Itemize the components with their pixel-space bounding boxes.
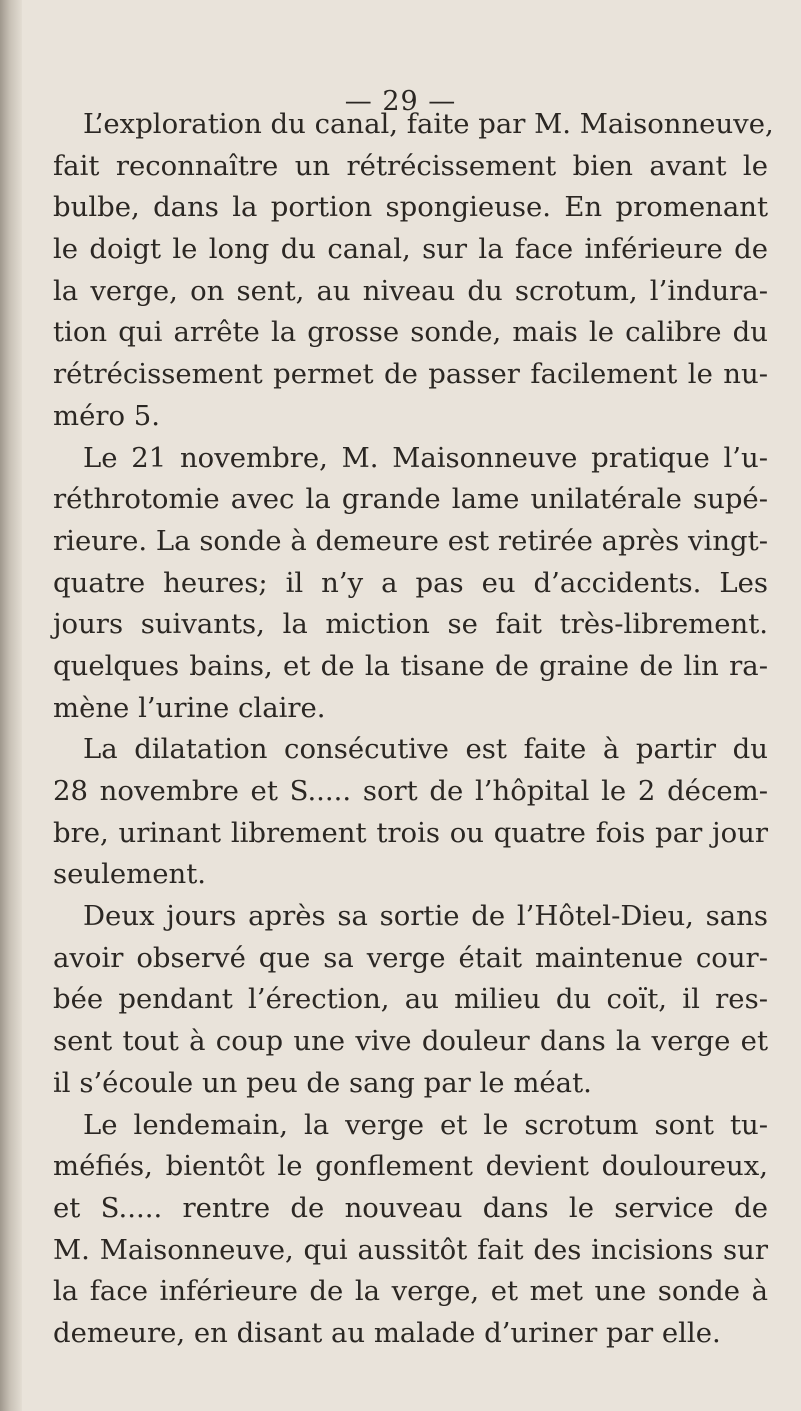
- text-line: Le 21 novembre, M. Maisonneuve pratique l’u-: [83, 441, 768, 474]
- text-line: il s’écoule un peu de sang par le méat.: [53, 1066, 592, 1099]
- text-line: sent tout à coup une vive douleur dans la verge et: [53, 1025, 768, 1058]
- text-line: la face inférieure de la verge, et met une sonde à: [53, 1275, 768, 1308]
- text-line: quelques bains, et de la tisane de graine de lin ra-: [53, 649, 768, 682]
- text-line: mène l’urine claire.: [53, 691, 326, 724]
- text-line: L’exploration du canal, faite par M. Maisonneuve,: [83, 108, 774, 140]
- text-line: bée pendant l’érection, au milieu du coït, il res-: [53, 983, 768, 1016]
- text-line: rieure. La sonde à demeure est retirée après vingt-: [53, 524, 768, 557]
- text-line: fait reconnaître un rétrécissement bien avant le: [53, 149, 768, 182]
- text-line: jours suivants, la miction se fait très-librement.: [53, 608, 768, 641]
- text-line: Deux jours après sa sortie de l’Hôtel-Dieu, sans: [83, 900, 768, 933]
- text-line: bulbe, dans la portion spongieuse. En promenant: [53, 191, 768, 224]
- page-number: — 29 —: [344, 86, 457, 117]
- text-line: La dilatation consécutive est faite à partir du: [83, 733, 768, 766]
- text-line: bre, urinant librement trois ou quatre fois par jour: [53, 816, 768, 849]
- text-line: 28 novembre et S..... sort de l’hôpital le 2 décem-: [53, 775, 768, 807]
- text-line: méfiés, bientôt le gonflement devient douloureux,: [53, 1150, 768, 1183]
- text-line: seulement.: [53, 858, 207, 891]
- text-line: le doigt le long du canal, sur la face inférieure de: [53, 233, 768, 266]
- text-line: réthrotomie avec la grande lame unilatérale supé-: [53, 483, 768, 516]
- text-line: la verge, on sent, au niveau du scrotum, l’indura-: [53, 274, 768, 307]
- text-line: demeure, en disant au malade d’uriner par elle.: [53, 1316, 721, 1349]
- page-edge: [0, 0, 22, 1411]
- body-text: [53, 104, 774, 1355]
- text-line: et S..... rentre de nouveau dans le service de: [53, 1191, 768, 1224]
- text-line: rétrécissement permet de passer facilement le nu-: [53, 358, 768, 391]
- text-line: quatre heures; il n’y a pas eu d’accidents. Les: [53, 566, 768, 599]
- text-line: M. Maisonneuve, qui aussitôt fait des incisions sur: [53, 1233, 768, 1266]
- text-line: avoir observé que sa verge était maintenue cour-: [53, 941, 768, 974]
- text-line: tion qui arrête la grosse sonde, mais le calibre du: [53, 316, 768, 349]
- text-line: Le lendemain, la verge et le scrotum sont tu-: [83, 1108, 768, 1141]
- text-line: méro 5.: [53, 399, 161, 432]
